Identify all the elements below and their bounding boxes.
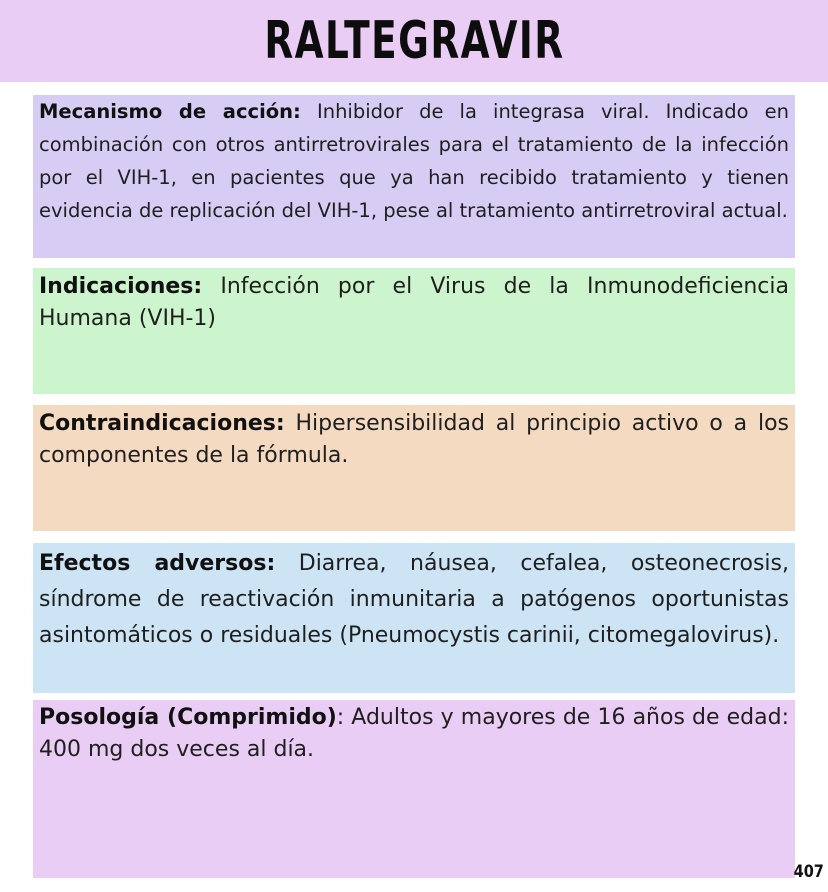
mecanismo-text: Inhibidor de la integrasa viral. Indicado en combinación con otros antirretrovirales para el tratamiento de la infección por el VIH-1, en pacientes que ya han recibido tratamiento y tienen evidencia de replicación del VIH-1, pese al tratamiento antirretroviral actual. <box>39 100 789 222</box>
posologia-section <box>33 700 795 878</box>
indicaciones-section <box>33 268 795 394</box>
contraindicaciones-section <box>33 405 795 531</box>
page-title: RALTEGRAVIR <box>263 11 565 71</box>
indicaciones-text: Infección por el Virus de la Inmunodeficiencia Humana (VIH-1) <box>39 274 789 331</box>
efectos-text: Diarrea, náusea, cefalea, osteonecrosis, síndrome de reactivación inmunitaria a patógenos oportunistas asintomáticos o residuales (Pneumocystis carinii, citomegalovirus). <box>39 551 789 648</box>
efectos-label: Efectos adversos: <box>39 551 276 576</box>
indicaciones-label: Indicaciones: <box>39 274 203 299</box>
posologia-label: Posología (Comprimido) <box>39 705 337 730</box>
mecanismo-section <box>33 95 795 258</box>
efectos-section <box>33 543 795 693</box>
mecanismo-label: Mecanismo de acción: <box>39 100 301 123</box>
page-number: 407 <box>793 862 824 882</box>
title-band <box>0 0 828 82</box>
contraindicaciones-text: Hipersensibilidad al principio activo o a los componentes de la fórmula. <box>39 411 789 468</box>
contraindicaciones-label: Contraindicaciones: <box>39 411 285 436</box>
posologia-text: : Adultos y mayores de 16 años de edad: 400 mg dos veces al día. <box>39 705 789 762</box>
